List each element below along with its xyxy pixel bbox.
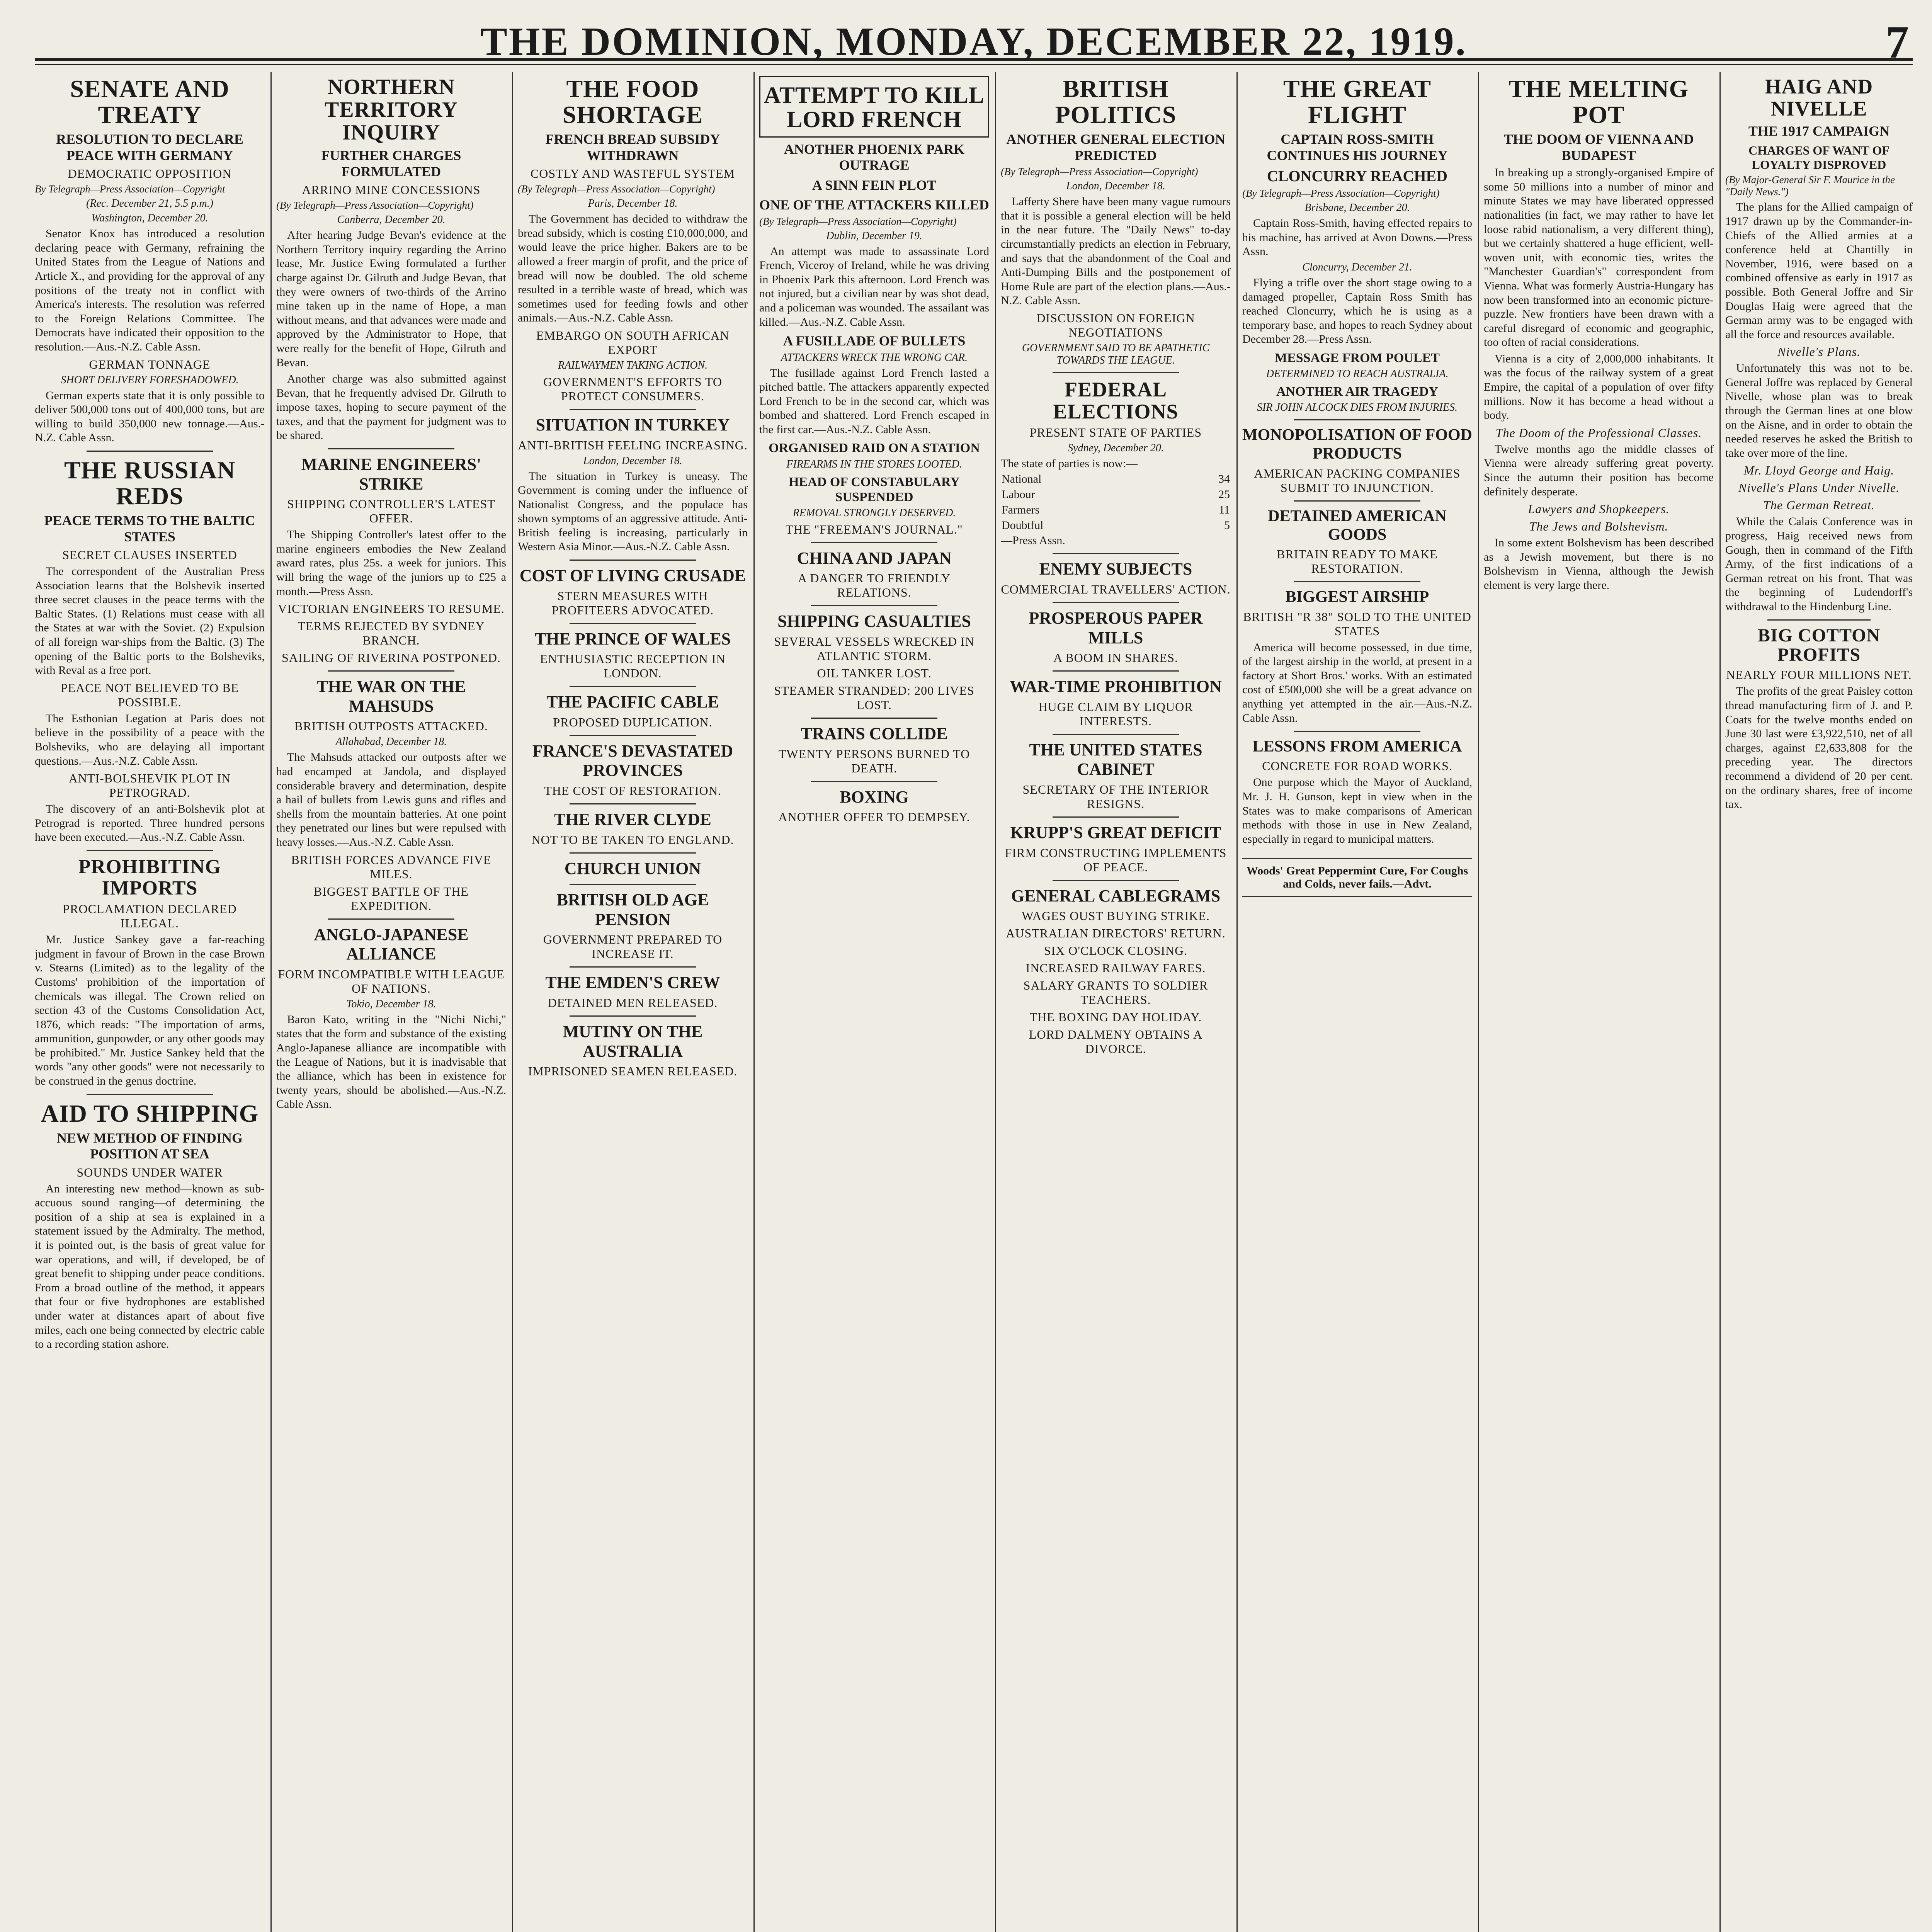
headline: PROSPEROUS PAPER MILLS [1029, 609, 1203, 647]
byline: (By Telegraph—Press Association—Copyright) [1242, 187, 1440, 199]
headline: GENERAL CABLEGRAMS [1011, 886, 1221, 905]
divider [570, 884, 696, 885]
paragraph: In breaking up a strongly-organised Empire of some 50 millions into a number of minor and minute States we may have liberated oppressed nationalities (in fact, we may rather to have let loose rabid nationalism, a very different thing), but we certainly shattered a huge efficient, well-woven unit, with economic ties, writes the "Manchester Guardian's" correspondent from Vienna. What was formerly Austria-Hungary has now been transformed into an economic picture-puzzle. New frontiers have been drawn with a careful disregard of economic and geographic, too often of racial considerations. [1484, 166, 1714, 349]
divider [570, 1015, 696, 1017]
divider [1053, 602, 1179, 603]
subheadline: Lawyers and Shopkeepers. [1528, 502, 1670, 516]
subheadline: NEARLY FOUR MILLIONS NET. [1726, 668, 1912, 682]
subheadline: SHIPPING CONTROLLER'S LATEST OFFER. [287, 497, 495, 526]
byline: (By Telegraph—Press Association—Copyright) [276, 199, 474, 211]
subheadline: THE COST OF RESTORATION. [544, 784, 721, 798]
dateline: Washington, December 20. [91, 212, 208, 224]
paragraph: The fusillade against Lord French lasted a pitched battle. The attackers apparently expected Lord French to be in the second car, which was bombed and shattered. Lord French escaped in the first car.—Aus.-N.Z. Cable Assn. [759, 366, 989, 436]
byline: By Telegraph—Press Association—Copyright [35, 183, 225, 195]
subheadline: ANTI-BRITISH FEELING INCREASING. [518, 438, 748, 452]
divider [570, 966, 696, 968]
headline: SITUATION IN TURKEY [536, 415, 730, 434]
column-5 [1001, 72, 1231, 1932]
subheadline: SHORT DELIVERY FORESHADOWED. [61, 374, 239, 386]
table-row [1002, 518, 1230, 533]
table-row [1002, 503, 1230, 517]
subheadline: The Doom of the Professional Classes. [1495, 425, 1702, 440]
divider [811, 542, 937, 543]
divider [87, 451, 213, 452]
subheadline: ANOTHER AIR TRAGEDY [1276, 384, 1438, 399]
headline: CHURCH UNION [564, 859, 701, 878]
subheadline: RESOLUTION TO DECLARE PEACE WITH GERMANY [56, 131, 243, 163]
masthead-rule [35, 64, 1913, 65]
article-body [518, 469, 748, 554]
headline: ENEMY SUBJECTS [1039, 560, 1192, 579]
subheadline: SOUNDS UNDER WATER [77, 1165, 223, 1179]
party-seats: 11 [1219, 503, 1230, 516]
paragraph: Unfortunately this was not to be. General Joffre was replaced by General Nivelle, whose plan was to break through the German lines at one blow on the Aisne, and in order to obtain the needed reserves he asked the British to take over more of the line. [1725, 362, 1913, 459]
paragraph: The situation in Turkey is uneasy. The Government is coming under the influence of Nationalist Congress, and the populace has shown symptoms of an aggressive attitude. Anti-British feeling is increasing, particularly in Western Asia Minor.—Aus.-N.Z. Cable Assn. [518, 469, 748, 553]
subheadline: CAPTAIN ROSS-SMITH CONTINUES HIS JOURNEY [1267, 131, 1448, 163]
article-body [1725, 515, 1913, 614]
paragraph: The Mahsuds attacked our outposts after we had encamped at Jandola, and displayed considerable bravery and determination, despite a hail of bullets from Lewis guns and rifles and shells from the mountain batteries. At one point they penetrated our lines but were repulsed with heavy losses.—Aus.-N.Z. Cable Assn. [276, 751, 506, 849]
headline: WAR-TIME PROHIBITION [1010, 677, 1222, 696]
subheadline: IMPRISONED SEAMEN RELEASED. [528, 1064, 738, 1078]
subheadline: HUGE CLAIM BY LIQUOR INTERESTS. [1038, 699, 1193, 728]
subheadline: SECRET CLAUSES INSERTED [62, 548, 237, 562]
headline: THE EMDEN'S CREW [545, 973, 720, 992]
party-seats: 34 [1218, 472, 1230, 485]
headline: THE WAR ON THE MAHSUDS [316, 677, 466, 716]
headline: COST OF LIVING CRUSADE [519, 566, 746, 585]
divider [811, 718, 937, 719]
byline: (By Major-General Sir F. Maurice in the "Daily News.") [1725, 174, 1895, 198]
headline: THE FOOD SHORTAGE [562, 75, 703, 129]
dateline: Brisbane, December 20. [1304, 202, 1410, 214]
party-name: Doubtful [1002, 519, 1044, 532]
subheadline: A BOOM IN SHARES. [1053, 651, 1178, 665]
newspaper-title: THE DOMINION, MONDAY, DECEMBER 22, 1919. [480, 19, 1467, 64]
subheadline: MESSAGE FROM POULET [1275, 350, 1440, 365]
headline: ATTEMPT TO KILL LORD FRENCH [764, 82, 985, 132]
article-body [35, 1182, 265, 1352]
subheadline: DETAINED MEN RELEASED. [548, 996, 718, 1010]
headline: HAIG AND NIVELLE [1765, 75, 1873, 120]
column-6 [1242, 72, 1472, 1932]
tally-note: —Press Assn. [1001, 534, 1065, 547]
subheadline: DISCUSSION ON FOREIGN NEGOTIATIONS [1036, 311, 1195, 339]
paragraph: While the Calais Conference was in progress, Haig received news from Gough, then in command of the Fifth Army, of the first indications of a German retreat on his front. That was the beginning of Ludendorff's withdrawal to the Hindenburg Line. [1725, 515, 1913, 613]
divider [570, 409, 696, 410]
divider [1053, 372, 1179, 373]
paragraph: In some extent Bolshevism has been described as a Jewish movement, but there is no Bolshevism in Vienna, although the Jewish element is very large there. [1484, 536, 1714, 592]
headline: THE UNITED STATES CABINET [1029, 740, 1202, 779]
subheadline: STERN MEASURES WITH PROFITEERS ADVOCATED. [551, 588, 714, 617]
subheadline: SECRETARY OF THE INTERIOR RESIGNS. [1022, 782, 1209, 811]
paragraph: Another charge was also submitted against Bevan, that he frequently advised Dr. Gilruth to impose taxes, hoping to secure payment of the taxes, and that the payment for judgment was to be shared. [276, 372, 506, 442]
subheadline: RAILWAYMEN TAKING ACTION. [558, 359, 708, 371]
article-body [1001, 195, 1231, 308]
subheadline: FURTHER CHARGES FORMULATED [321, 148, 461, 179]
subheadline: CONCRETE FOR ROAD WORKS. [1262, 759, 1452, 773]
divider [328, 918, 454, 920]
headline: THE RUSSIAN REDS [64, 456, 236, 510]
subheadline: ARRINO MINE CONCESSIONS [302, 183, 481, 197]
subheadline: GOVERNMENT SAID TO BE APATHETIC TOWARDS THE LEAGUE. [1022, 342, 1210, 366]
divider [570, 623, 696, 624]
party-name: Farmers [1002, 503, 1040, 516]
paragraph: An attempt was made to assassinate Lord French, Viceroy of Ireland, while he was driving in Phoenix Park this afternoon. Lord French was not injured, but a civilian near by was shot dead, and a policeman was wounded. The assailant was killed.—Aus.-N.Z. Cable Assn. [759, 245, 989, 328]
article-body [759, 366, 989, 437]
advertisement: Woods' Great Peppermint Cure, For Coughs and Colds, never fails.—Advt. [1242, 858, 1472, 897]
headline: TRAINS COLLIDE [801, 724, 948, 743]
table-row [1002, 472, 1230, 486]
party-name: Labour [1002, 488, 1035, 501]
subheadline: PEACE NOT BELIEVED TO BE POSSIBLE. [60, 680, 239, 709]
article-body [1484, 166, 1714, 423]
subheadline: BRITISH "R 38" SOLD TO THE UNITED STATES [1243, 609, 1471, 638]
article-body [1242, 276, 1472, 347]
subheadline: STEAMER STRANDED: 200 LIVES LOST. [774, 683, 975, 712]
subheadline: FORM INCOMPATIBLE WITH LEAGUE OF NATIONS. [278, 967, 505, 995]
divider [1294, 731, 1420, 732]
subheadline: ANOTHER PHOENIX PARK OUTRAGE [784, 141, 965, 173]
article-body [35, 565, 265, 678]
subheadline: CLONCURRY REACHED [1267, 167, 1448, 185]
divider [570, 560, 696, 561]
subheadline: PROCLAMATION DECLARED ILLEGAL. [63, 902, 237, 930]
dateline: Tokio, December 18. [346, 998, 436, 1010]
column-2 [276, 72, 506, 1932]
article-body [1725, 361, 1913, 460]
subheadline: A DANGER TO FRIENDLY RELATIONS. [798, 571, 951, 600]
dateline: London, December 18. [583, 454, 682, 467]
paragraph: German experts state that it is only possible to deliver 500,000 tons out of 400,000 tons, but are willing to build 350,000 new tonnage.—Aus.-N.Z. Cable Assn. [35, 389, 265, 444]
byline: (By Telegraph—Press Association—Copyright) [1001, 166, 1198, 178]
party-name: National [1002, 472, 1042, 485]
headline: AID TO SHIPPING [41, 1099, 259, 1127]
table-row [1002, 487, 1230, 502]
subheadline: GOVERNMENT'S EFFORTS TO PROTECT CONSUMERS. [543, 374, 723, 403]
column-rule [270, 72, 272, 1932]
column-7 [1484, 72, 1714, 1932]
paragraph: After hearing Judge Bevan's evidence at the Northern Territory inquiry regarding the Arrino lease, Mr. Justice Ewing formulated a further charge against Dr. Gilruth and Judge Bevan, that they were owners of two-thirds of the Arrino mine taken up in the name of Hope, a man without means, and that advances were made and approved by the Administrator to Hope, that were really for the benefit of Hope, Gilruth and Bevan. [276, 229, 506, 369]
dateline: Dublin, December 19. [826, 230, 922, 242]
article-body [276, 528, 506, 599]
subheadline: SALARY GRANTS TO SOLDIER TEACHERS. [1023, 978, 1208, 1007]
dateline: Allahabad, December 18. [335, 736, 447, 748]
article-body [35, 933, 265, 1088]
divider [570, 735, 696, 736]
subheadline: BRITISH FORCES ADVANCE FIVE MILES. [291, 852, 492, 881]
dateline: Paris, December 18. [588, 197, 678, 210]
subheadline: SIR JOHN ALCOCK DIES FROM INJURIES. [1257, 401, 1458, 414]
headline: BIGGEST AIRSHIP [1285, 588, 1429, 606]
subheadline: FIREARMS IN THE STORES LOOTED. [786, 458, 962, 470]
subheadline: OIL TANKER LOST. [817, 666, 932, 680]
paragraph: Lafferty Shere have been many vague rumours that it is possible a general election will be held in the near future. The "Daily News" to-day circumstantially predicts an election in February, and says that the abandonment of the Coal and Anti-Dumping Bills and the postponement of Home Rule are part of the election plans.—Aus.-N.Z. Cable Assn. [1001, 195, 1231, 307]
article-body [35, 227, 265, 354]
column-4 [759, 72, 989, 1932]
subheadline: Nivelle's Plans Under Nivelle. [1738, 481, 1900, 495]
article-body [759, 245, 989, 330]
divider [1294, 500, 1420, 502]
tally-label: The state of parties is now:— [1001, 457, 1138, 470]
subheadline: ENTHUSIASTIC RECEPTION IN LONDON. [540, 652, 726, 680]
divider [1294, 419, 1420, 420]
subheadline: ORGANISED RAID ON A STATION [769, 441, 980, 456]
headline: THE PRINCE OF WALES [534, 629, 731, 648]
subheadline: INCREASED RAILWAY FARES. [1026, 961, 1206, 975]
paragraph: The Esthonian Legation at Paris does not believe in the possibility of a peace with the Bolsheviks, who are delaying all important questions.—Aus.-N.Z. Cable Assn. [35, 712, 265, 767]
subheadline: DEMOCRATIC OPPOSITION [68, 167, 232, 181]
article-body [1725, 684, 1913, 811]
headline: THE PACIFIC CABLE [546, 692, 719, 712]
subheadline: WAGES OUST BUYING STRIKE. [1022, 909, 1210, 923]
dateline: Canberra, December 20. [337, 214, 446, 226]
subheadline: ANTI-BOLSHEVIK PLOT IN PETROGRAD. [68, 771, 231, 800]
headline: CHINA AND JAPAN [797, 548, 952, 568]
masthead [35, 15, 1913, 68]
subheadline: SEVERAL VESSELS WRECKED IN ATLANTIC STORM. [774, 634, 975, 663]
article-body [1725, 200, 1913, 342]
article-body [1242, 216, 1472, 259]
subheadline: GOVERNMENT PREPARED TO INCREASE IT. [543, 932, 723, 961]
paragraph: One purpose which the Mayor of Auckland, Mr. J. H. Gunson, kept in view when in the States was to make comparisons of American methods with those in use in New Zealand, especially in regard to municipal matters. [1242, 776, 1472, 845]
paragraph: The Government has decided to withdraw the bread subsidy, which is costing £10,000,000, and would leave the price higher. Bakers are to be allowed a freer margin of profit, and the price of bread will now be doubled. The old scheme resulted in a terrible waste of bread, which was sometimes used for feeding fowls and other animals.—Aus.-N.Z. Cable Assn. [518, 213, 748, 325]
column-rule [753, 72, 755, 1932]
article-body [1484, 536, 1714, 592]
subheadline: PEACE TERMS TO THE BALTIC STATES [44, 513, 255, 544]
headline: PROHIBITING IMPORTS [78, 855, 221, 899]
subheadline: THE DOOM OF VIENNA AND BUDAPEST [1503, 131, 1694, 163]
dateline: London, December 18. [1066, 180, 1165, 192]
headline: MUTINY ON THE AUSTRALIA [563, 1022, 703, 1061]
party-seats: 25 [1218, 488, 1230, 501]
subheadline: EMBARGO ON SOUTH AFRICAN EXPORT [536, 328, 730, 357]
subheadline: Mr. Lloyd George and Haig. [1743, 463, 1895, 478]
headline: MONOPOLISATION OF FOOD PRODUCTS [1242, 426, 1472, 463]
dateline: (Rec. December 21, 5.5 p.m.) [86, 197, 213, 210]
article-body [1242, 776, 1472, 846]
paragraph: Senator Knox has introduced a resolution declaring peace with Germany, refraining the United States from the League of Nations and Article X., and providing for the approval of any positions of the treaty not in conflict with America's interests. The resolution was referred to the Foreign Relations Committee. The Democrats have indicated their opposition to the resolution.—Aus.-N.Z. Cable Assn. [35, 227, 265, 353]
divider [811, 781, 937, 782]
paragraph: Baron Kato, writing in the "Nichi Nichi," states that the form and substance of the existing Anglo-Japanese alliance are incompatible with the League of Nations, but it is inadvisable that the alliance, which has been in existence for twenty years, should be abolished.—Aus.-N.Z. Cable Assn. [276, 1013, 506, 1111]
dateline: Cloncurry, December 21. [1302, 261, 1412, 273]
subheadline: PRESENT STATE OF PARTIES [1029, 425, 1202, 440]
divider [1767, 619, 1871, 621]
paragraph: The Shipping Controller's latest offer to the marine engineers embodies the New Zealand award rates, plus 25s. a week for juniors. This will bring the wage of the juniors up to £25 a month.—Press Assn. [276, 528, 506, 598]
headline: BRITISH OLD AGE PENSION [556, 890, 709, 929]
subheadline: NOT TO BE TAKEN TO ENGLAND. [531, 832, 734, 847]
article-body [1484, 442, 1714, 499]
subheadline: AMERICAN PACKING COMPANIES SUBMIT TO INJUNCTION. [1254, 466, 1461, 495]
column-rule [1478, 72, 1479, 1932]
article-body [276, 750, 506, 849]
subheadline: THE 1917 CAMPAIGN [1748, 123, 1890, 139]
subheadline: SIX O'CLOCK CLOSING. [1044, 944, 1188, 958]
paragraph: Flying a trifle over the short stage owing to a damaged propeller, Captain Ross Smith has reached Cloncurry, which he is using as a temporary base, and hopes to reach Sydney about December 28.—Press Assn. [1242, 276, 1472, 346]
byline: (By Telegraph—Press Association—Copyright) [759, 215, 957, 227]
headline: BIG COTTON PROFITS [1757, 625, 1881, 665]
subheadline: ANOTHER GENERAL ELECTION PREDICTED [1006, 131, 1225, 163]
headline: SENATE AND TREATY [70, 75, 230, 129]
article-body [35, 802, 265, 845]
column-rule [995, 72, 996, 1932]
subheadline: REMOVAL STRONGLY DESERVED. [793, 507, 956, 519]
paragraph: The correspondent of the Australian Press Association learns that the Bolshevik inserted three secret clauses in the peace terms with the Baltic States. (1) Relations must cease with all the States at war with the Soviet. (2) Expulsion of all foreign war-ships from the Baltic. (3) The opening of the Baltic ports to the Bolsheviks, with Reval as a free port. [35, 565, 265, 677]
headline: FRANCE'S DEVASTATED PROVINCES [532, 741, 733, 780]
paragraph: Mr. Justice Sankey gave a far-reaching judgment in favour of Brown in the case Brown v. Stearns (Limited) as to the legality of the Customs' prohibition of the importation of chemicals was illegal. The Crown relied on section 43 of the Customs Consolidation Act, 1876, which reads: "The importation of arms, ammunition, gunpowder, or any other goods may be prohibited." Mr. Justice Sankey held that the words "any other goods" were not necessarily to be construed in the genus doctrine. [35, 933, 265, 1088]
subheadline: THE BOXING DAY HOLIDAY. [1029, 1010, 1202, 1024]
headline: LESSONS FROM AMERICA [1252, 738, 1462, 756]
subheadline: Nivelle's Plans. [1777, 345, 1861, 359]
paragraph: Captain Ross-Smith, having effected repairs to his machine, has arrived at Avon Downs.—Press Assn. [1242, 217, 1472, 258]
headline: SHIPPING CASUALTIES [777, 612, 971, 631]
article-body [518, 212, 748, 325]
divider [1053, 734, 1179, 735]
article-body [35, 712, 265, 768]
article-body [276, 1013, 506, 1112]
divider [1053, 553, 1179, 554]
divider [570, 852, 696, 854]
subheadline: CHARGES OF WANT OF LOYALTY DISPROVED [1748, 143, 1889, 172]
divider [1053, 880, 1179, 881]
paragraph: The plans for the Allied campaign of 1917 drawn up by the Commander-in-Chiefs of the Allied armies at a conference held at Chantilly in November, 1916, were based on a combined offensive as early in 1917 as possible. Both General Joffre and Sir Douglas Haig were agreed that the German army was to be engaged with all the force and resources available. [1725, 201, 1913, 341]
subheadline: BRITISH OUTPOSTS ATTACKED. [294, 719, 488, 733]
subheadline: LORD DALMENY OBTAINS A DIVORCE. [1029, 1027, 1203, 1056]
page-number: 7 [1886, 16, 1909, 68]
subheadline: SAILING OF RIVERINA POSTPONED. [282, 651, 501, 665]
divider [328, 448, 454, 449]
subheadline: COMMERCIAL TRAVELLERS' ACTION. [1001, 582, 1231, 597]
party-table [1001, 471, 1231, 534]
headline: DETAINED AMERICAN GOODS [1268, 507, 1447, 544]
subheadline: AUSTRALIAN DIRECTORS' RETURN. [1006, 926, 1226, 940]
subheadline: The German Retreat. [1763, 498, 1875, 512]
divider [87, 850, 213, 851]
subheadline: BRITAIN READY TO MAKE RESTORATION. [1277, 547, 1438, 576]
subheadline: ANOTHER OFFER TO DEMPSEY. [778, 810, 970, 824]
column-rule [1236, 72, 1238, 1932]
subheadline: BIGGEST BATTLE OF THE EXPEDITION. [313, 884, 469, 913]
headline: ANGLO-JAPANESE ALLIANCE [314, 925, 469, 964]
headline: BOXING [840, 787, 909, 806]
article-body [35, 389, 265, 445]
subheadline: A SINN FEIN PLOT [812, 177, 937, 193]
paragraph: The profits of the great Paisley cotton thread manufacturing firm of J. and P. Coats for the twelve months ended on June 30 last were £3,922,510, net of all charges, against £2,633,808 for the preceding year. The directors recommend a dividend of 20 per cent. on the ordinary shares, free of income tax. [1725, 685, 1913, 811]
paragraph: Vienna is a city of 2,000,000 inhabitants. It was the focus of the railway system of a great Empire, the capital of a population of over fifty millions. Now it has become a head without a body. [1484, 352, 1714, 422]
headline: MARINE ENGINEERS' STRIKE [301, 455, 481, 493]
divider [1294, 581, 1420, 582]
paragraph: Twelve months ago the middle classes of Vienna were already suffering great poverty. Since the autumn their position has become definitely desperate. [1484, 442, 1714, 498]
subheadline: DETERMINED TO REACH AUSTRALIA. [1266, 368, 1449, 380]
paragraph: An interesting new method—known as sub-accuous sound ranging—of determining the position of a ship at sea is explained in a statement issued by the Admiralty. The method, it is pointed out, is the basis of great value for war operations, and will, if developed, be of great benefit to shipping under peace conditions. From a broad outline of the method, it appears that four or five hydrophones are established under water at distances apart of about five miles, each one being connected by electric cable to a recording station ashore. [35, 1182, 265, 1351]
divider [570, 686, 696, 687]
divider [570, 803, 696, 804]
headline-box [759, 76, 989, 138]
paragraph: The discovery of an anti-Bolshevik plot at Petrograd is reported. Three hundred persons have been executed.—Aus.-N.Z. Cable Assn. [35, 803, 265, 844]
party-seats: 5 [1224, 519, 1230, 532]
divider [1053, 816, 1179, 818]
subheadline: TWENTY PERSONS BURNED TO DEATH. [778, 747, 970, 775]
subheadline: COSTLY AND WASTEFUL SYSTEM [530, 167, 735, 181]
subheadline: PROPOSED DUPLICATION. [553, 715, 713, 729]
divider [328, 670, 454, 672]
column-1 [35, 72, 265, 1932]
divider [811, 605, 937, 606]
headline: NORTHERN TERRITORY INQUIRY [324, 75, 458, 145]
subheadline: FIRM CONSTRUCTING IMPLEMENTS OF PEACE. [1005, 845, 1227, 874]
subheadline: ATTACKERS WRECK THE WRONG CAR. [781, 351, 968, 364]
column-8 [1725, 72, 1913, 1932]
subheadline: The Jews and Bolshevism. [1529, 519, 1668, 534]
byline: (By Telegraph—Press Association—Copyright) [518, 183, 715, 195]
subheadline: GERMAN TONNAGE [89, 357, 211, 371]
subheadline: VICTORIAN ENGINEERS TO RESUME. [278, 602, 505, 616]
headline: KRUPP'S GREAT DEFICIT [1010, 823, 1221, 842]
column-rule [1719, 72, 1721, 1932]
dateline: Sydney, December 20. [1068, 442, 1164, 454]
subheadline: HEAD OF CONSTABULARY SUSPENDED [789, 474, 960, 504]
subheadline: NEW METHOD OF FINDING POSITION AT SEA [56, 1130, 243, 1162]
headline: FEDERAL ELECTIONS [1053, 378, 1179, 423]
headline: THE MELTING POT [1509, 75, 1689, 129]
divider [87, 1094, 213, 1095]
paragraph: America will become possessed, in due time, of the largest airship in the world, at present in a factory at Short Bros.' works. With an estimated cost of £500,000 she will be a great advance on anything yet attempted in the air.—Aus.-N.Z. Cable Assn. [1242, 641, 1472, 724]
divider [1053, 670, 1179, 672]
article-body [1242, 641, 1472, 726]
column-rule [512, 72, 513, 1932]
headline: THE GREAT FLIGHT [1283, 75, 1431, 129]
column-3 [518, 72, 748, 1932]
headline: BRITISH POLITICS [1055, 75, 1177, 129]
subheadline: ONE OF THE ATTACKERS KILLED [759, 197, 989, 213]
subheadline: THE "FREEMAN'S JOURNAL." [786, 522, 963, 536]
subheadline: FRENCH BREAD SUBSIDY WITHDRAWN [545, 131, 720, 163]
subheadline: A FUSILLADE OF BULLETS [783, 333, 966, 349]
subheadline: TERMS REJECTED BY SYDNEY BRANCH. [298, 619, 485, 648]
article-body [276, 228, 506, 443]
headline: THE RIVER CLYDE [554, 810, 711, 829]
